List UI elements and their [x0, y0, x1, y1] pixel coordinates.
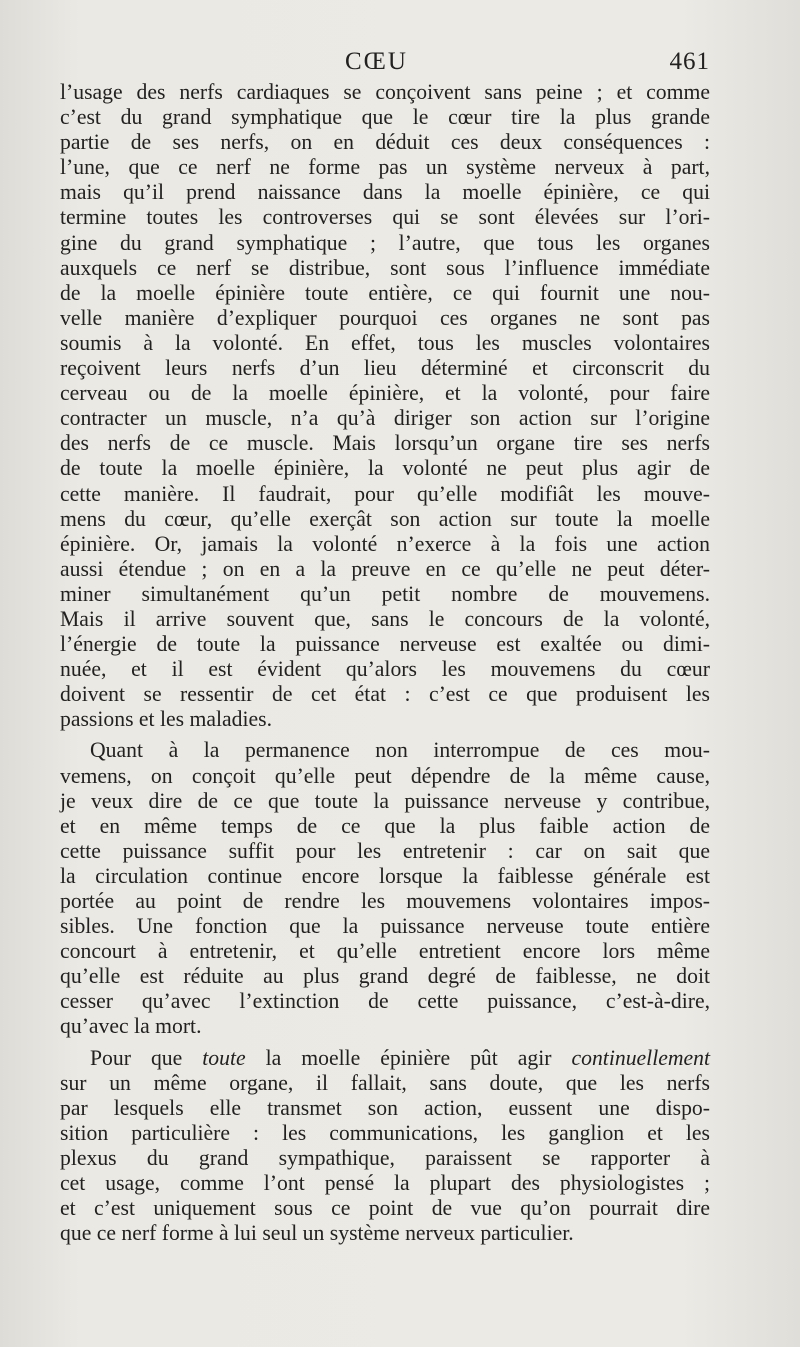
text-line: qu’elle est réduite au plus grand degré de faiblesse, ne doit — [60, 964, 710, 989]
text-line — [60, 1046, 710, 1071]
text-line: cette puissance suffit pour les entretenir : car on sait que — [60, 838, 710, 863]
text-line: c’est du grand symphatique que le cœur tire la plus grande — [60, 105, 710, 130]
text-line: cette manière. Il faudrait, pour qu’elle modifiât les mouve- — [60, 481, 710, 506]
text-line: sibles. Une fonction que la puissance nerveuse toute entière — [60, 914, 710, 939]
text-line: reçoivent leurs nerfs d’un lieu déterminé et circonscrit du — [60, 356, 710, 381]
text-line: mais qu’il prend naissance dans la moelle épinière, ce qui — [60, 180, 710, 205]
text-line: que ce nerf forme à lui seul un système nerveux particulier. — [60, 1221, 574, 1246]
text-line: termine toutes les controverses qui se sont élevées sur l’ori- — [60, 205, 710, 230]
text-line: cerveau ou de la moelle épinière, et la volonté, pour faire — [60, 381, 710, 406]
text-line: Quant à la permanence non interrompue de ces mou- — [90, 738, 710, 763]
text-line: sition particulière : les communications, les ganglion et les — [60, 1120, 710, 1145]
text-line: de la moelle épinière toute entière, ce qui fournit une nou- — [60, 280, 710, 305]
text-line: l’énergie de toute la puissance nerveuse est exaltée ou dimi- — [60, 632, 710, 657]
italic-word: toute — [202, 1045, 246, 1070]
text-line: gine du grand symphatique ; l’autre, que tous les organes — [60, 230, 710, 255]
text-run: Pour que — [90, 1045, 203, 1070]
text-line: des nerfs de ce muscle. Mais lorsqu’un organe tire ses nerfs — [60, 431, 710, 456]
text-line: l’une, que ce nerf ne forme pas un système nerveux à part, — [60, 155, 710, 180]
paragraph-2 — [60, 738, 710, 1039]
text-line: miner simultanément qu’un petit nombre de mouvemens. — [60, 581, 710, 606]
text-line: cesser qu’avec l’extinction de cette puissance, c’est-à-dire, — [60, 989, 710, 1014]
text-line: la circulation continue encore lorsque la faiblesse générale est — [60, 863, 710, 888]
text-line: soumis à la volonté. En effet, tous les muscles volontaires — [60, 330, 710, 355]
text-line: auxquels ce nerf se distribue, sont sous l’influence immédiate — [60, 255, 710, 280]
text-line: et en même temps de ce que la plus faible action de — [60, 813, 710, 838]
text-line: plexus du grand sympathique, paraissent se rapporter à — [60, 1145, 710, 1170]
text-line: par lesquels elle transmet son action, eussent une dispo- — [60, 1095, 710, 1120]
page-body — [60, 80, 710, 1246]
text-line: cet usage, comme l’ont pensé la plupart des physiologistes ; — [60, 1171, 710, 1196]
text-line: épinière. Or, jamais la volonté n’exerce à la fois une action — [60, 531, 710, 556]
paragraph-1 — [60, 80, 710, 732]
text-line: l’usage des nerfs cardiaques se conçoivent sans peine ; et comme — [60, 80, 710, 104]
text-line: de toute la moelle épinière, la volonté ne peut plus agir de — [60, 456, 710, 481]
paragraph-3 — [60, 1046, 710, 1247]
text-line: portée au point de rendre les mouvemens volontaires impos- — [60, 889, 710, 913]
text-line: Mais il arrive souvent que, sans le concours de la volonté, — [60, 606, 710, 631]
text-line: sur un même organe, il fallait, sans doute, que les nerfs — [60, 1070, 710, 1095]
text-line: nuée, et il est évident qu’alors les mouvemens du cœur — [60, 657, 710, 682]
page-header — [60, 48, 710, 84]
text-line: et c’est uniquement sous ce point de vue qu’on pourrait dire — [60, 1196, 710, 1221]
text-line: aussi étendue ; on en a la preuve en ce qu’elle ne peut déter- — [60, 556, 710, 581]
text-line: qu’avec la mort. — [60, 1014, 202, 1039]
italic-word: continuellement — [571, 1045, 710, 1070]
text-line: partie de ses nerfs, on en déduit ces deux conséquences : — [60, 130, 710, 155]
text-line: doivent se ressentir de cet état : c’est ce que produisent les — [60, 682, 710, 707]
text-line: je veux dire de ce que toute la puissance nerveuse y contribue, — [60, 788, 710, 813]
text-line: mens du cœur, qu’elle exerçât son action sur toute la moelle — [60, 506, 710, 531]
text-line: vemens, on conçoit qu’elle peut dépendre de la même cause, — [60, 763, 710, 788]
text-line: passions et les maladies. — [60, 707, 273, 732]
text-line: velle manière d’expliquer pourquoi ces organes ne sont pas — [60, 305, 710, 330]
page-number: 461 — [669, 48, 710, 75]
text-run: la moelle épinière pût agir — [245, 1045, 572, 1070]
running-head: CŒU — [345, 48, 408, 75]
text-line: contracter un muscle, n’a qu’à diriger son action sur l’origine — [60, 406, 710, 431]
text-line: concourt à entretenir, et qu’elle entretient encore lors même — [60, 939, 710, 964]
